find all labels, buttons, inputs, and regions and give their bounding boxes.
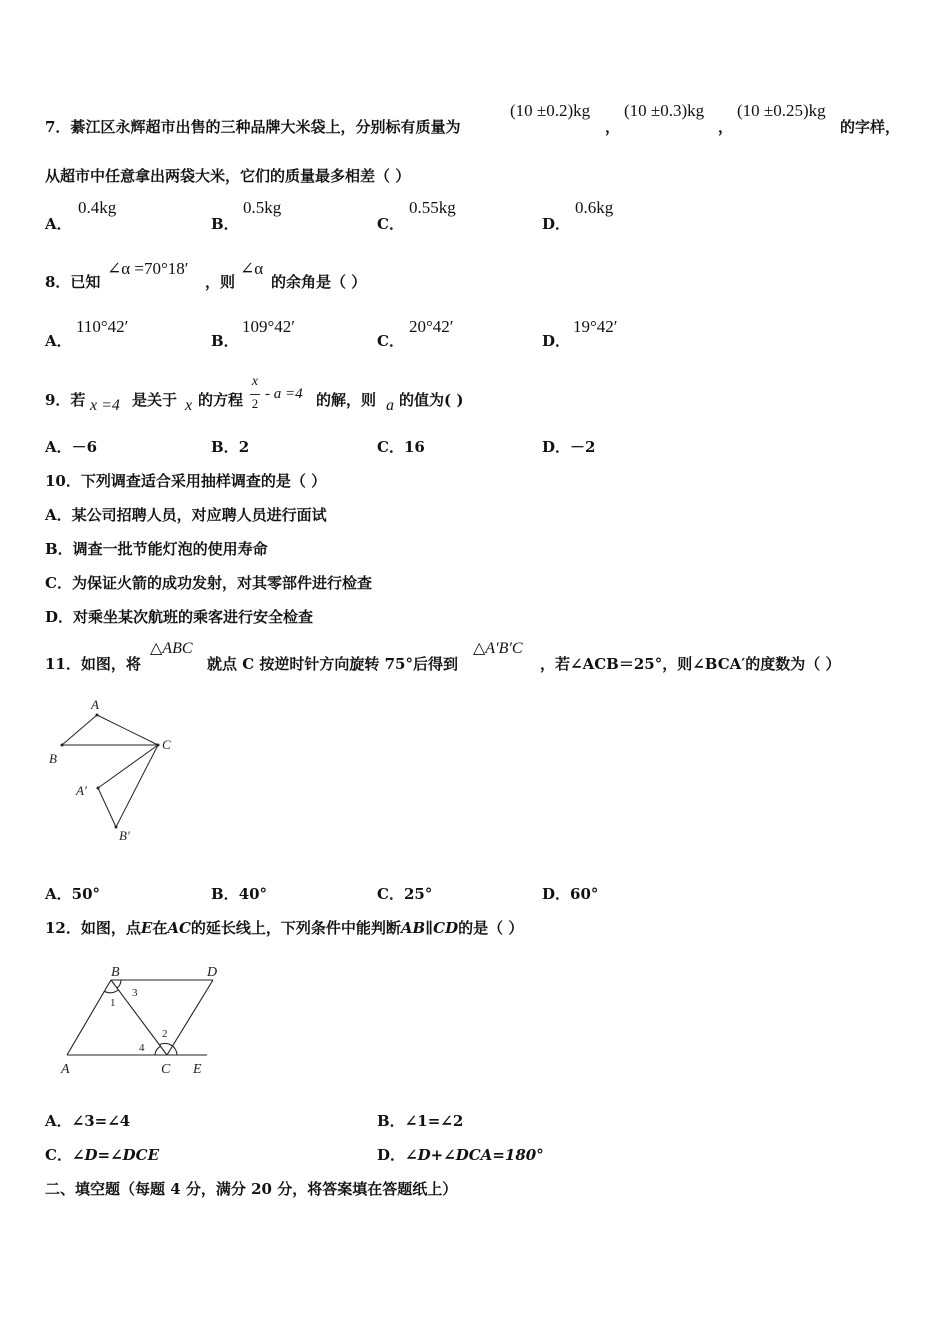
q11-label-b-prime: B′: [119, 828, 130, 843]
q11-stem-c: ，若∠ACB＝25°，则∠BCA′的度数为（ ）: [540, 655, 841, 673]
q12-option-d-letter: D．: [377, 1146, 406, 1164]
q11-option-d: [542, 883, 598, 904]
q9-variable-x: x: [185, 397, 193, 414]
q11-triangle-abc: △ABC: [150, 640, 193, 657]
q11-segment-a-prime-b-prime: [98, 788, 116, 827]
q11-segment-a-prime-c: [98, 745, 158, 788]
q11-option-a: [45, 883, 100, 904]
q8-stem-b: ，则: [205, 273, 236, 291]
q12-label-angle-2: 2: [162, 1028, 168, 1040]
q9-option-b: [211, 436, 249, 457]
q12-angle-3-arc: [117, 980, 121, 988]
q9-option-b-letter: B．: [211, 438, 239, 456]
q12-option-a-value: ∠3=∠4: [71, 1112, 131, 1130]
q7-mass-3: (10 ±0.25)kg: [737, 101, 826, 120]
q12-angle-1-arc: [104, 990, 118, 993]
q12-label-angle-3: 3: [132, 987, 138, 999]
q9-frac-line: [250, 394, 260, 395]
q12-segment-ac: AC: [167, 919, 191, 937]
q8-option-d-value: 19°42′: [573, 317, 618, 336]
q9-condition: x =4: [90, 397, 120, 414]
q7-mass-2: (10 ±0.3)kg: [624, 101, 705, 120]
q12-option-a-letter: A．: [45, 1112, 72, 1130]
q11-segment-b-prime-c: [116, 745, 158, 827]
q12-label-e: E: [193, 1062, 202, 1077]
q12-parallel-figure: [55, 958, 235, 1083]
q9-option-a-letter: A．: [45, 438, 72, 456]
q11-label-c: C: [162, 737, 171, 752]
q8-option-c-letter: C．: [377, 332, 404, 350]
q7-option-a-letter: A．: [45, 215, 72, 233]
q12-option-b-letter: B．: [377, 1112, 405, 1130]
q7-mass-1: (10 ±0.2)kg: [510, 101, 591, 120]
q7-stem-c: 从超市中任意拿出两袋大米，它们的质量最多相差（ ）: [45, 167, 411, 185]
q12-label-b: B: [111, 965, 120, 980]
q12-option-c-value: ∠D=∠DCE: [71, 1146, 160, 1164]
q11-option-b-value: 40°: [238, 885, 268, 903]
q11-segment-ab: [62, 715, 97, 745]
q11-label-a: A: [91, 697, 99, 712]
q7-option-d-value: 0.6kg: [575, 198, 614, 217]
q11-option-c: [377, 883, 432, 904]
q7-sep-2: ，: [718, 118, 734, 136]
q9-frac-denominator: 2: [251, 396, 259, 411]
q9-option-a-value: －6: [71, 438, 98, 456]
q12-label-angle-1: 1: [110, 997, 116, 1009]
q11-option-a-value: 50°: [71, 885, 101, 903]
q12-label-c: C: [161, 1062, 171, 1077]
q9-variable-a: a: [386, 397, 394, 414]
q12-label-angle-4: 4: [139, 1042, 145, 1054]
q10-stem: 10．下列调查适合采用抽样调查的是（ ）: [45, 472, 327, 490]
q12-segment-cd: [167, 980, 213, 1055]
q12-option-b: [377, 1110, 463, 1131]
q9-stem-e: 的值为( ): [399, 391, 464, 409]
q12-angle-4-arc: [155, 1046, 161, 1055]
q11-label-b: B: [49, 751, 57, 766]
q12-stem-a: 12．如图，点: [45, 919, 141, 937]
section-2-heading: 二、填空题（每题 4 分，满分 20 分，将答案填在答题纸上）: [45, 1180, 458, 1198]
q9-stem-a: 9．若: [45, 391, 86, 409]
q7-stem-a: 7．綦江区永辉超市出售的三种品牌大米袋上，分别标有质量为: [45, 118, 461, 136]
q11-option-b-letter: B．: [211, 885, 239, 903]
q11-option-a-letter: A．: [45, 885, 72, 903]
q9-frac-numerator: x: [251, 374, 259, 389]
q8-option-b-value: 109°42′: [242, 317, 296, 336]
q11-option-d-value: 60°: [570, 885, 599, 903]
q7-option-b-letter: B．: [211, 215, 239, 233]
q8-stem-c: 的余角是（ ）: [271, 273, 367, 291]
q12-option-d-value: ∠D+∠DCA=180°: [405, 1146, 544, 1164]
q9-option-a: [45, 436, 97, 457]
q12-stem-c: 的延长线上，下列条件中能判断: [190, 919, 401, 937]
q7-option-c-letter: C．: [377, 215, 404, 233]
q10-option-a: A．某公司招聘人员，对应聘人员进行面试: [45, 506, 327, 524]
q12-label-d: D: [207, 965, 218, 980]
q8-option-a-value: 110°42′: [76, 317, 129, 336]
q10-option-c: C．为保证火箭的成功发射，对其零部件进行检查: [45, 574, 372, 592]
q9-stem-c: 的方程: [198, 391, 244, 409]
q7-stem-b: 的字样，: [840, 118, 901, 136]
q9-option-c-letter: C．: [377, 438, 404, 456]
q12-stem-b: 在: [152, 919, 168, 937]
q12-point-e: E: [140, 919, 153, 937]
q9-option-b-value: 2: [238, 438, 250, 456]
q9-option-d-letter: D．: [542, 438, 571, 456]
q7-option-c-value: 0.55kg: [409, 198, 456, 217]
q11-stem-b: 就点 C 按逆时针方向旋转 75°后得到: [207, 655, 458, 673]
q11-point-b-prime: [115, 826, 118, 829]
q11-option-d-letter: D．: [542, 885, 571, 903]
q11-triangle-prime: △A′B′C: [473, 640, 523, 657]
q9-option-c-value: 16: [403, 438, 425, 456]
q8-stem-a: 8．已知: [45, 273, 101, 291]
q11-option-c-letter: C．: [377, 885, 404, 903]
q9-stem-d: 的解，则: [316, 391, 377, 409]
q12-label-a: A: [61, 1062, 70, 1077]
q12-option-d: [377, 1144, 544, 1165]
q11-option-c-value: 25°: [403, 885, 433, 903]
q11-label-a-prime: A′: [76, 783, 87, 798]
q7-sep-1: ，: [605, 118, 621, 136]
q8-angle-given: ∠α =70°18′: [107, 259, 189, 278]
q12-stem-d: 的是（ ）: [458, 919, 524, 937]
q8-option-b-letter: B．: [211, 332, 239, 350]
q7-option-a-value: 0.4kg: [78, 198, 117, 217]
q11-point-a: [96, 714, 99, 717]
q7-option-b-value: 0.5kg: [243, 198, 282, 217]
q8-option-a-letter: A．: [45, 332, 72, 350]
q9-option-d-value: －2: [570, 438, 596, 456]
q12-option-c-letter: C．: [45, 1146, 72, 1164]
q11-rotation-figure: [40, 690, 200, 850]
q12-option-b-value: ∠1=∠2: [404, 1112, 464, 1130]
q12-parallel-condition: AB∥CD: [400, 919, 459, 937]
q11-point-a-prime: [97, 787, 100, 790]
q11-option-b: [211, 883, 267, 904]
q9-stem-b: 是关于: [132, 391, 178, 409]
q9-option-d: [542, 436, 595, 457]
q10-option-d: D．对乘坐某次航班的乘客进行安全检查: [45, 608, 314, 626]
q8-option-c-value: 20°42′: [409, 317, 454, 336]
q10-option-b: B．调查一批节能灯泡的使用寿命: [45, 540, 268, 558]
q12-stem: [45, 917, 523, 938]
q11-point-c: [157, 744, 160, 747]
q9-option-c: [377, 436, 425, 457]
q12-option-c: [45, 1144, 159, 1165]
q8-option-d-letter: D．: [542, 332, 571, 350]
q7-option-d-letter: D．: [542, 215, 571, 233]
q9-equation-tail: - a =4: [265, 386, 303, 402]
q11-stem-a: 11．如图，将: [45, 655, 141, 673]
q11-point-b: [61, 744, 64, 747]
q12-option-a: [45, 1110, 130, 1131]
q8-angle-ref: ∠α: [240, 259, 264, 278]
q11-segment-ac: [97, 715, 158, 745]
